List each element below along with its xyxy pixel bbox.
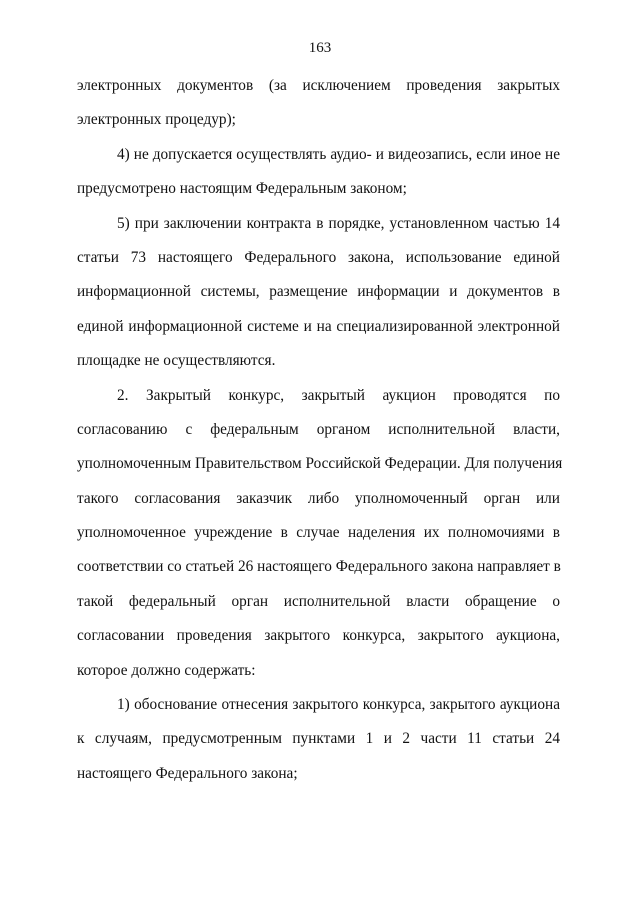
- text-line: уполномоченное учреждение в случае наделения их полномочиями в: [77, 524, 560, 542]
- text-line: настоящего Федерального закона;: [77, 764, 298, 782]
- text-line: электронных документов (за исключением проведения закрытых: [77, 77, 560, 94]
- text-line: уполномоченным Правительством Российской Федерации. Для получения: [77, 455, 563, 473]
- text-line: к случаям, предусмотренным пунктами 1 и 2 части 11 статьи 24: [77, 730, 560, 748]
- text-line: согласовании проведения закрытого конкурса, закрытого аукциона,: [77, 627, 560, 645]
- text-line: согласованию с федеральным органом исполнительной власти,: [77, 420, 560, 438]
- text-line: 5) при заключении контракта в порядке, установленном частью 14: [117, 214, 560, 232]
- text-line: предусмотрено настоящим Федеральным законом;: [77, 180, 407, 198]
- text-line: такой федеральный орган исполнительной власти обращение о: [77, 592, 560, 610]
- text-line: 4) не допускается осуществлять аудио- и видеозапись, если иное не: [117, 145, 560, 163]
- text-line: соответствии со статьей 26 настоящего Федерального закона направляет в: [77, 558, 561, 576]
- text-line: информационной системы, размещение информации и документов в: [77, 283, 560, 301]
- text-line: которое должно содержать:: [77, 661, 256, 679]
- text-line: статьи 73 настоящего Федерального закона, использование единой: [77, 248, 560, 266]
- document-body: [77, 76, 563, 798]
- page-number: 163: [308, 40, 332, 56]
- text-line: площадке не осуществляются.: [77, 352, 276, 370]
- text-line: 1) обоснование отнесения закрытого конкурса, закрытого аукциона: [117, 696, 560, 714]
- text-line: электронных процедур);: [77, 111, 236, 129]
- text-line: такого согласования заказчик либо уполномоченный орган или: [77, 489, 560, 507]
- text-line: 2. Закрытый конкурс, закрытый аукцион проводятся по: [117, 386, 560, 404]
- text-line: единой информационной системе и на специализированной электронной: [77, 317, 560, 335]
